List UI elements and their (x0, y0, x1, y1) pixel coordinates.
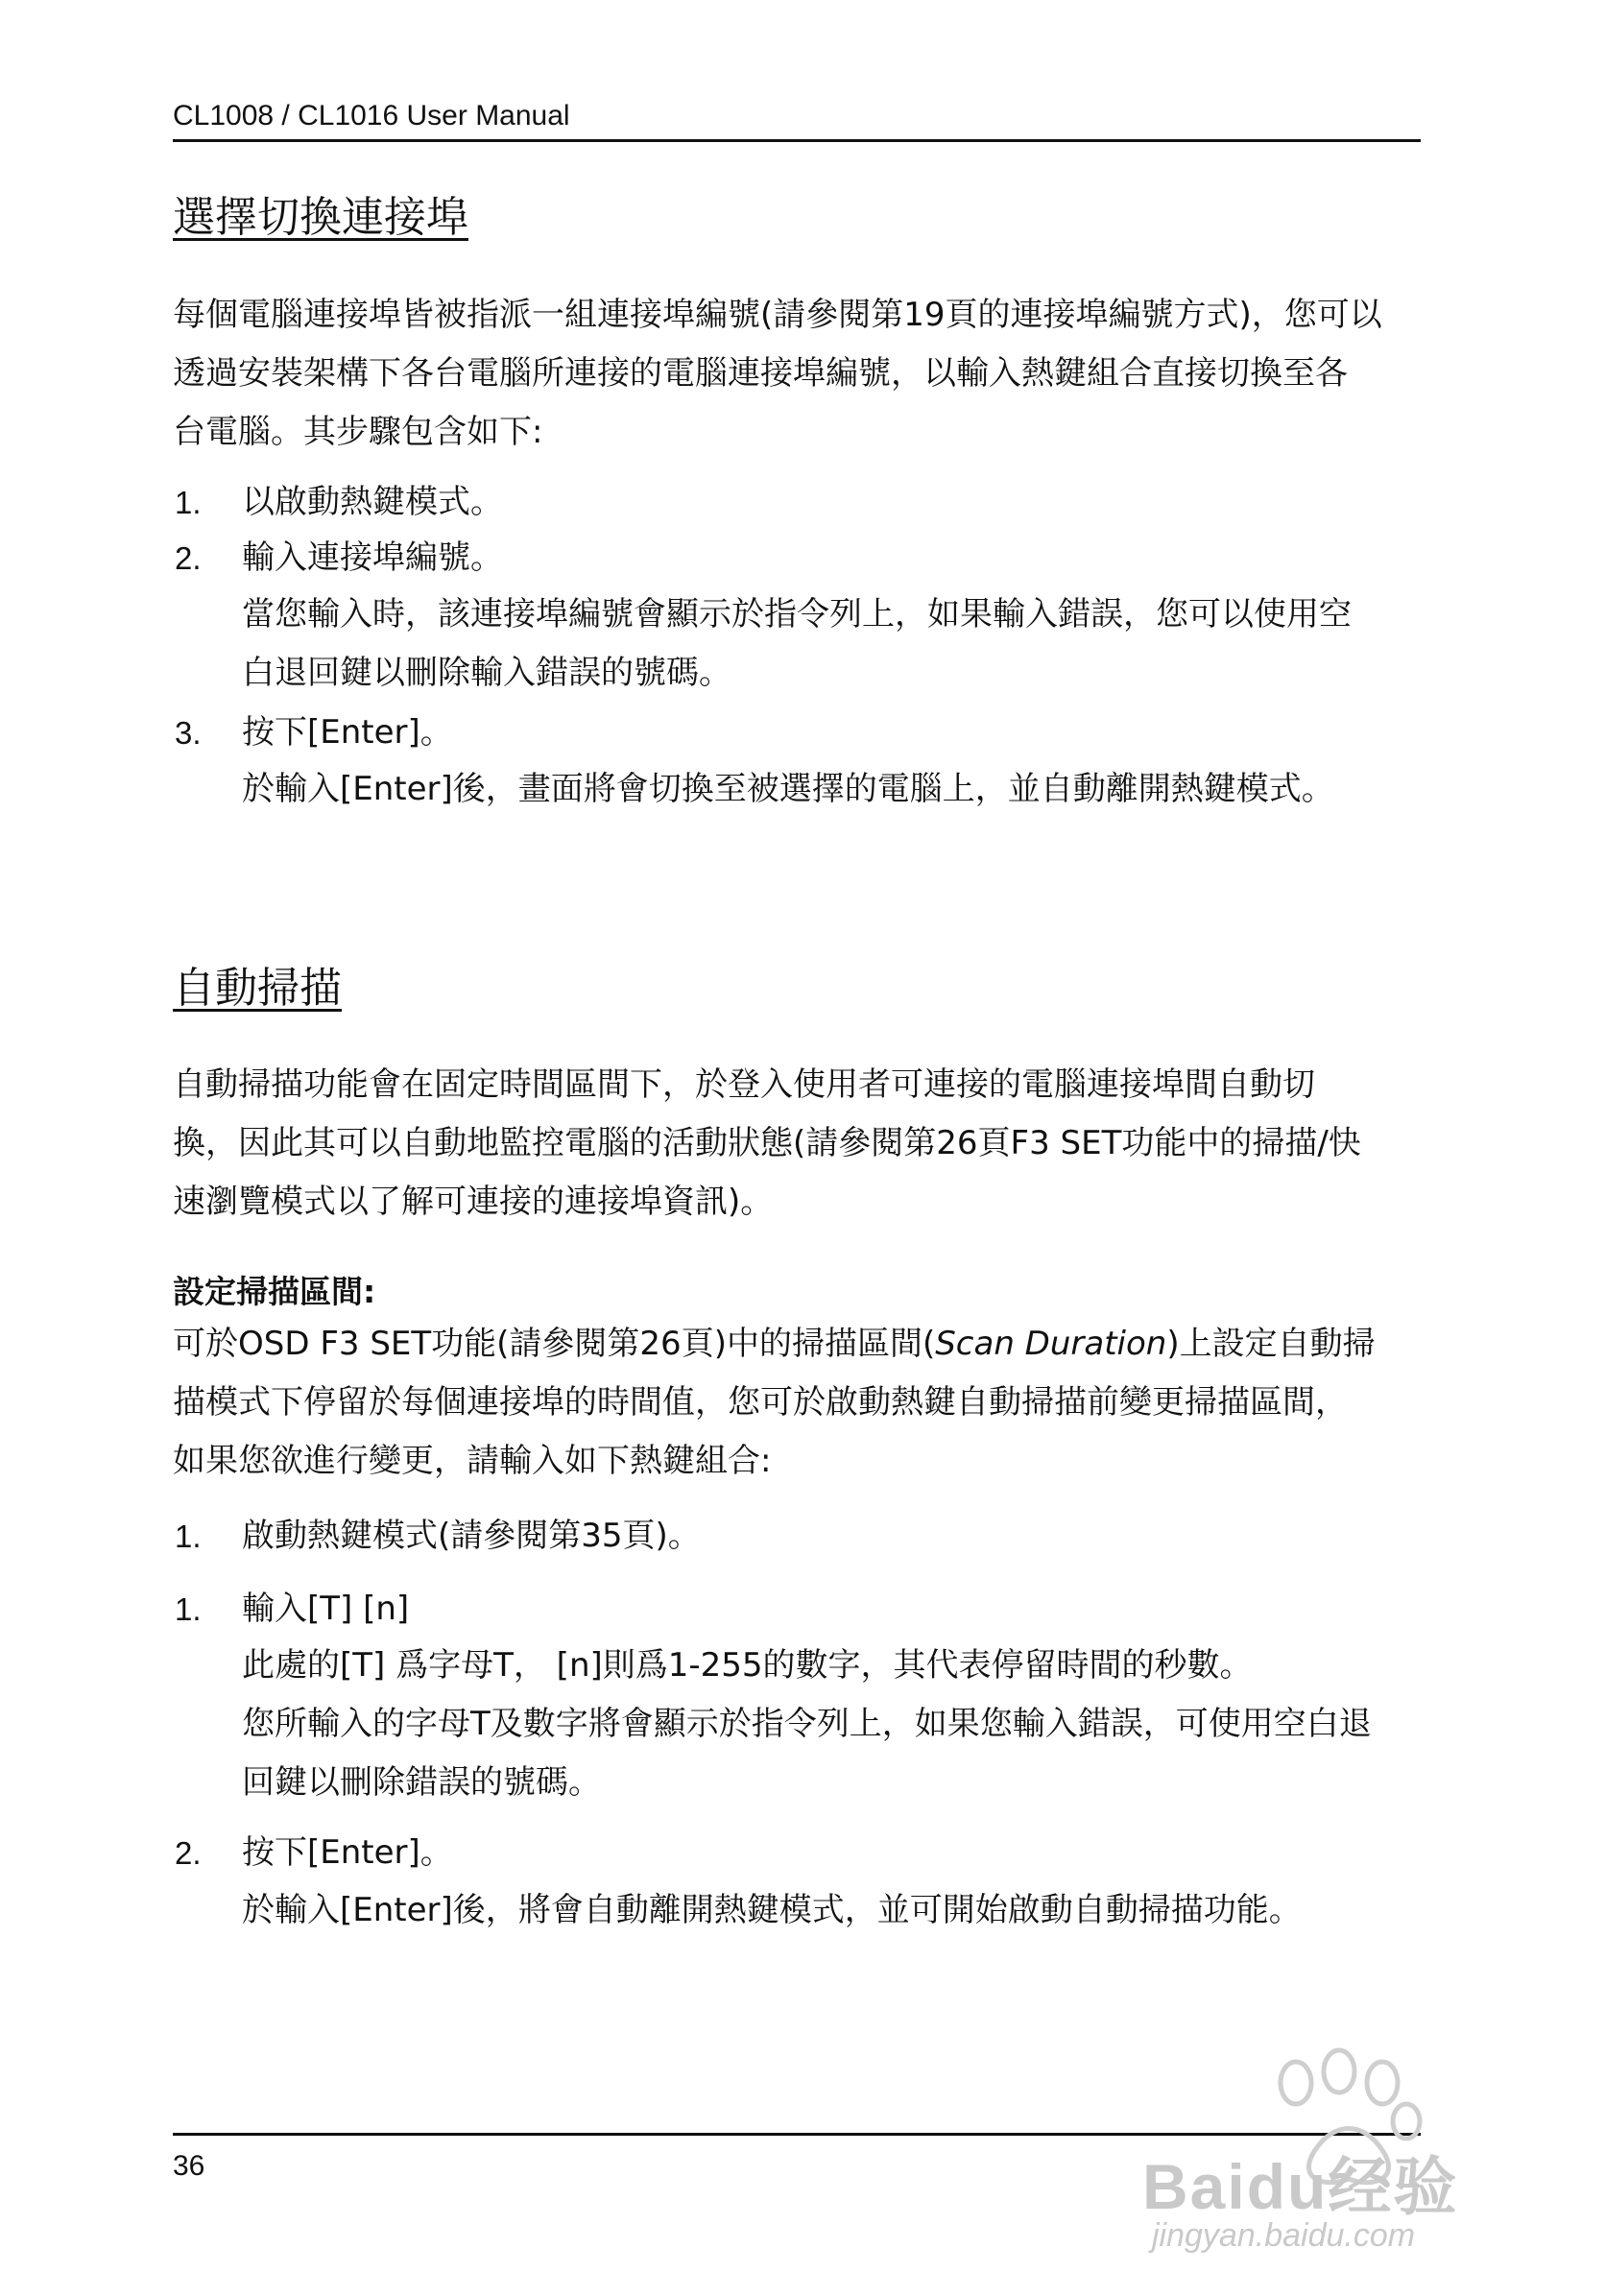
note-line: 白退回鍵以刪除輸入錯誤的號碼。 (242, 654, 731, 692)
step-note (242, 586, 1442, 703)
step-note: 於輸入[Enter]後，將會自動離開熱鍵模式，並可開始啟動自動掃描功能。 (242, 1891, 1302, 1929)
section-heading-auto-scan: 自動掃描 (173, 964, 342, 1013)
section1-paragraph (173, 286, 1440, 462)
step-text: 以啟動熱鍵模式。 (242, 483, 503, 521)
step-number: 3. (175, 715, 202, 751)
baidu-watermark (1142, 2045, 1565, 2265)
paragraph-line: 透過安裝架構下各台電腦所連接的電腦連接埠編號，以輸入熱鍵組合直接切換至各 (173, 354, 1348, 393)
running-header: CL1008 / CL1016 User Manual (173, 100, 570, 132)
note-line: 您所輸入的字母T及數字將會顯示於指令列上，如果您輸入錯誤，可使用空白退 (242, 1705, 1372, 1743)
page-number: 36 (173, 2150, 205, 2182)
section-heading-port-selection: 選擇切換連接埠 (173, 193, 468, 242)
sub-heading-scan-interval: 設定掃描區間: (173, 1273, 376, 1310)
step-text: 按下[Enter]。 (242, 1833, 453, 1872)
header-rule (173, 139, 1421, 142)
step-number: 1. (175, 1591, 202, 1627)
step-number: 2. (175, 540, 202, 576)
watermark-brand: Baidu经验 (1142, 2151, 1459, 2222)
paragraph-line: 換，因此其可以自動地監控電腦的活動狀態(請參閱第26頁F3 SET功能中的掃描/快 (173, 1124, 1361, 1162)
step-text: 啟動熱鍵模式(請參閱第35頁)。 (242, 1517, 701, 1555)
step-note: 於輸入[Enter]後，畫面將會切換至被選擇的電腦上，並自動離開熱鍵模式。 (242, 770, 1334, 808)
step-text: 輸入連接埠編號。 (242, 538, 503, 577)
section2-paragraph (173, 1056, 1440, 1232)
paragraph-line: 描模式下停留於每個連接埠的時間值，您可於啟動熱鍵自動掃描前變更掃描區間， (173, 1383, 1348, 1422)
step-number: 1. (175, 485, 202, 520)
note-line: 當您輸入時，該連接埠編號會顯示於指令列上，如果輸入錯誤，您可以使用空 (242, 595, 1352, 634)
text-run: 可於OSD F3 SET功能(請參閱第26頁)中的掃描區間( (173, 1325, 936, 1363)
step-number: 1. (175, 1519, 202, 1554)
text-run: )上設定自動掃 (1166, 1325, 1376, 1363)
paragraph-line: 台電腦。其步驟包含如下: (173, 413, 543, 451)
note-line: 回鍵以刪除錯誤的號碼。 (242, 1763, 601, 1802)
paragraph-line (173, 1315, 1440, 1374)
step-number: 2. (175, 1835, 202, 1871)
paragraph-line: 速瀏覽模式以了解可連接的連接埠資訊)。 (173, 1183, 774, 1221)
italic-term: Scan Duration (935, 1325, 1167, 1363)
note-line: 此處的[T] 爲字母T， [n]則爲1-255的數字，其代表停留時間的秒數。 (242, 1646, 1253, 1685)
step-note (242, 1637, 1442, 1812)
step-text: 輸入[T] [n] (242, 1590, 410, 1628)
paragraph-line: 自動掃描功能會在固定時間區間下，於登入使用者可連接的電腦連接埠間自動切 (173, 1065, 1315, 1104)
paragraph-line: 每個電腦連接埠皆被指派一組連接埠編號(請參閱第19頁的連接埠編號方式)，您可以 (173, 296, 1382, 334)
scan-interval-paragraph (173, 1315, 1440, 1491)
paragraph-line: 如果您欲進行變更，請輸入如下熱鍵組合: (173, 1442, 772, 1480)
step-text: 按下[Enter]。 (242, 713, 453, 752)
watermark-url: jingyan.baidu.com (1152, 2217, 1416, 2254)
